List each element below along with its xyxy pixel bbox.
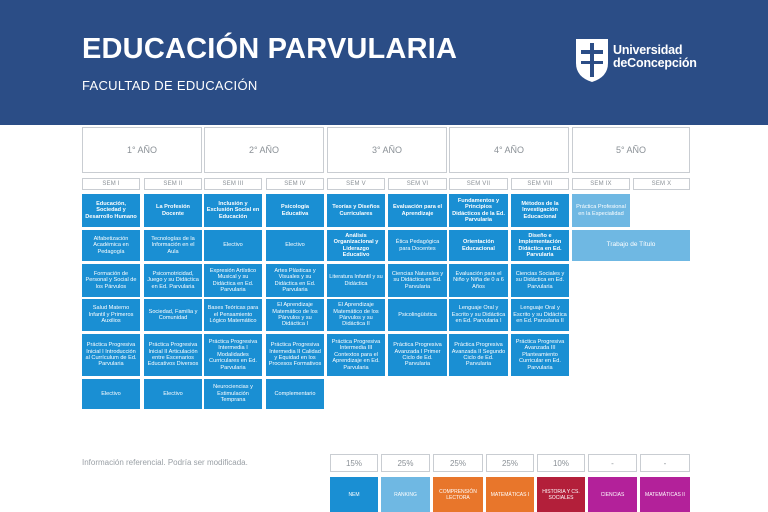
year-header-1: 1° AÑO	[82, 127, 202, 173]
logo-line-2: deConcepción	[613, 56, 697, 70]
disclaimer-note: Información referencial. Podría ser modificada.	[82, 458, 248, 467]
course-cell: Teorías y Diseños Curriculares	[327, 194, 385, 227]
university-logo-text	[613, 44, 697, 70]
course-cell: Sociedad, Familia y Comunidad	[144, 299, 202, 331]
test-matematicas-2: MATEMÁTICAS II	[640, 477, 690, 512]
course-cell: Artes Plásticas y Visuales y su Didáctica en Ed. Parvularia	[266, 264, 324, 297]
year-header-3: 3° AÑO	[327, 127, 447, 173]
course-cell: Análisis Organizacional y Liderazgo Educativo	[327, 230, 385, 261]
course-cell: Evaluación para el Niño y Niña de 0 a 6 Años	[449, 264, 508, 297]
course-cell: Complementario	[266, 379, 324, 409]
course-cell: Tecnologías de la Información en el Aula	[144, 230, 202, 261]
weight-nem: 15%	[330, 454, 378, 472]
course-cell: Psicología Educativa	[266, 194, 324, 227]
year-header-2: 2° AÑO	[204, 127, 324, 173]
course-cell: Métodos de la Investigación Educacional	[511, 194, 569, 227]
semester-header-1: SEM I	[82, 178, 140, 190]
course-cell: La Profesión Docente	[144, 194, 202, 227]
weight-ranking: 25%	[381, 454, 430, 472]
course-cell: Expresión Artístico Musical y su Didáctica en Ed. Parvularia	[204, 264, 262, 297]
weight-comprension-lectora: 25%	[433, 454, 483, 472]
course-cell: Electivo	[266, 230, 324, 261]
course-cell: Alfabetización Académica en Pedagogía	[82, 230, 140, 261]
page-subtitle: FACULTAD DE EDUCACIÓN	[82, 78, 258, 93]
course-cell: Diseño e Implementación Didáctica en Ed. Parvularia	[511, 230, 569, 261]
test-comprension-lectora: COMPRENSIÓN LECTORA	[433, 477, 483, 512]
course-cell: Práctica Progresiva Avanzada III Planteamiento Curricular en Ed. Parvularia	[511, 334, 569, 376]
weight-matematicas-2: -	[640, 454, 690, 472]
course-cell: Neurociencias y Estimulación Temprana	[204, 379, 262, 409]
course-cell: Práctica Progresiva Intermedia I Modalidades Curriculares en Ed. Parvularia	[204, 334, 262, 376]
course-cell: Ciencias Naturales y su Didáctica en Ed. Parvularia	[388, 264, 447, 297]
course-cell: El Aprendizaje Matemático de los Párvulos y su Didáctica II	[327, 299, 385, 331]
weight-matematicas-1: 25%	[486, 454, 534, 472]
header-banner	[0, 0, 768, 125]
semester-header-6: SEM VI	[388, 178, 447, 190]
semester-header-5: SEM V	[327, 178, 385, 190]
test-matematicas-1: MATEMÁTICAS I	[486, 477, 534, 512]
course-cell: Ética Pedagógica para Docentes	[388, 230, 447, 261]
course-cell: Educación, Sociedad y Desarrollo Humano	[82, 194, 140, 227]
course-cell: Práctica Progresiva Avanzada II Segundo Ciclo de Ed. Parvularia	[449, 334, 508, 376]
year-header-4: 4° AÑO	[449, 127, 569, 173]
course-cell: Práctica Progresiva Intermedia III Contextos para el Aprendizaje en Ed. Parvularia	[327, 334, 385, 376]
course-cell: Práctica Progresiva Inicial II Articulación entre Escenarios Educativos Diversos	[144, 334, 202, 376]
course-cell: Práctica Progresiva Inicial I Introducción al Currículum de Ed. Parvularia	[82, 334, 140, 376]
test-historia: HISTORIA Y CS. SOCIALES	[537, 477, 585, 512]
page-title: EDUCACIÓN PARVULARIA	[82, 33, 458, 65]
course-cell: Formación de Personal y Social de los Párvulos	[82, 264, 140, 297]
course-cell: Psicomotricidad, Juego y su Didáctica en Ed. Parvularia	[144, 264, 202, 297]
semester-header-9: SEM IX	[572, 178, 630, 190]
course-cell: Práctica Profesional en la Especialidad	[572, 194, 630, 227]
semester-header-8: SEM VIII	[511, 178, 569, 190]
test-nem: NEM	[330, 477, 378, 512]
semester-header-10: SEM X	[633, 178, 690, 190]
semester-header-2: SEM II	[144, 178, 202, 190]
semester-header-3: SEM III	[204, 178, 262, 190]
logo-line-1: Universidad	[613, 43, 683, 57]
course-cell: Fundamentos y Principios Didácticos de la Ed. Parvularia	[449, 194, 508, 227]
course-cell: Evaluación para el Aprendizaje	[388, 194, 447, 227]
course-cell: Lenguaje Oral y Escrito y su Didáctica en Ed. Parvularia I	[449, 299, 508, 331]
course-cell: Inclusión y Exclusión Social en Educación	[204, 194, 262, 227]
course-cell: Literatura Infantil y su Didáctica	[327, 264, 385, 297]
course-cell: Electivo	[144, 379, 202, 409]
course-cell: Electivo	[204, 230, 262, 261]
course-cell: Ciencias Sociales y su Didáctica en Ed. Parvularia	[511, 264, 569, 297]
course-cell: Orientación Educacional	[449, 230, 508, 261]
course-cell: Práctica Progresiva Avanzada I Primer Ciclo de Ed. Parvularia	[388, 334, 447, 376]
course-cell: Salud Materno Infantil y Primeros Auxilios	[82, 299, 140, 331]
year-header-5: 5° AÑO	[572, 127, 690, 173]
course-cell: Bases Teóricas para el Pensamiento Lógico Matemático	[204, 299, 262, 331]
thesis-cell: Trabajo de Título	[572, 230, 690, 261]
weight-ciencias: -	[588, 454, 637, 472]
course-cell: Lenguaje Oral y Escrito y su Didáctica en Ed. Parvularia II	[511, 299, 569, 331]
course-cell: El Aprendizaje Matemático de los Párvulos y su Didáctica I	[266, 299, 324, 331]
weight-historia: 10%	[537, 454, 585, 472]
course-cell: Electivo	[82, 379, 140, 409]
semester-header-7: SEM VII	[449, 178, 508, 190]
test-ranking: RANKING	[381, 477, 430, 512]
course-cell: Práctica Progresiva Intermedia II Calidad y Equidad en los Procesos Formativos	[266, 334, 324, 376]
test-ciencias: CIENCIAS	[588, 477, 637, 512]
course-cell: Psicolingüística	[388, 299, 447, 331]
semester-header-4: SEM IV	[266, 178, 324, 190]
